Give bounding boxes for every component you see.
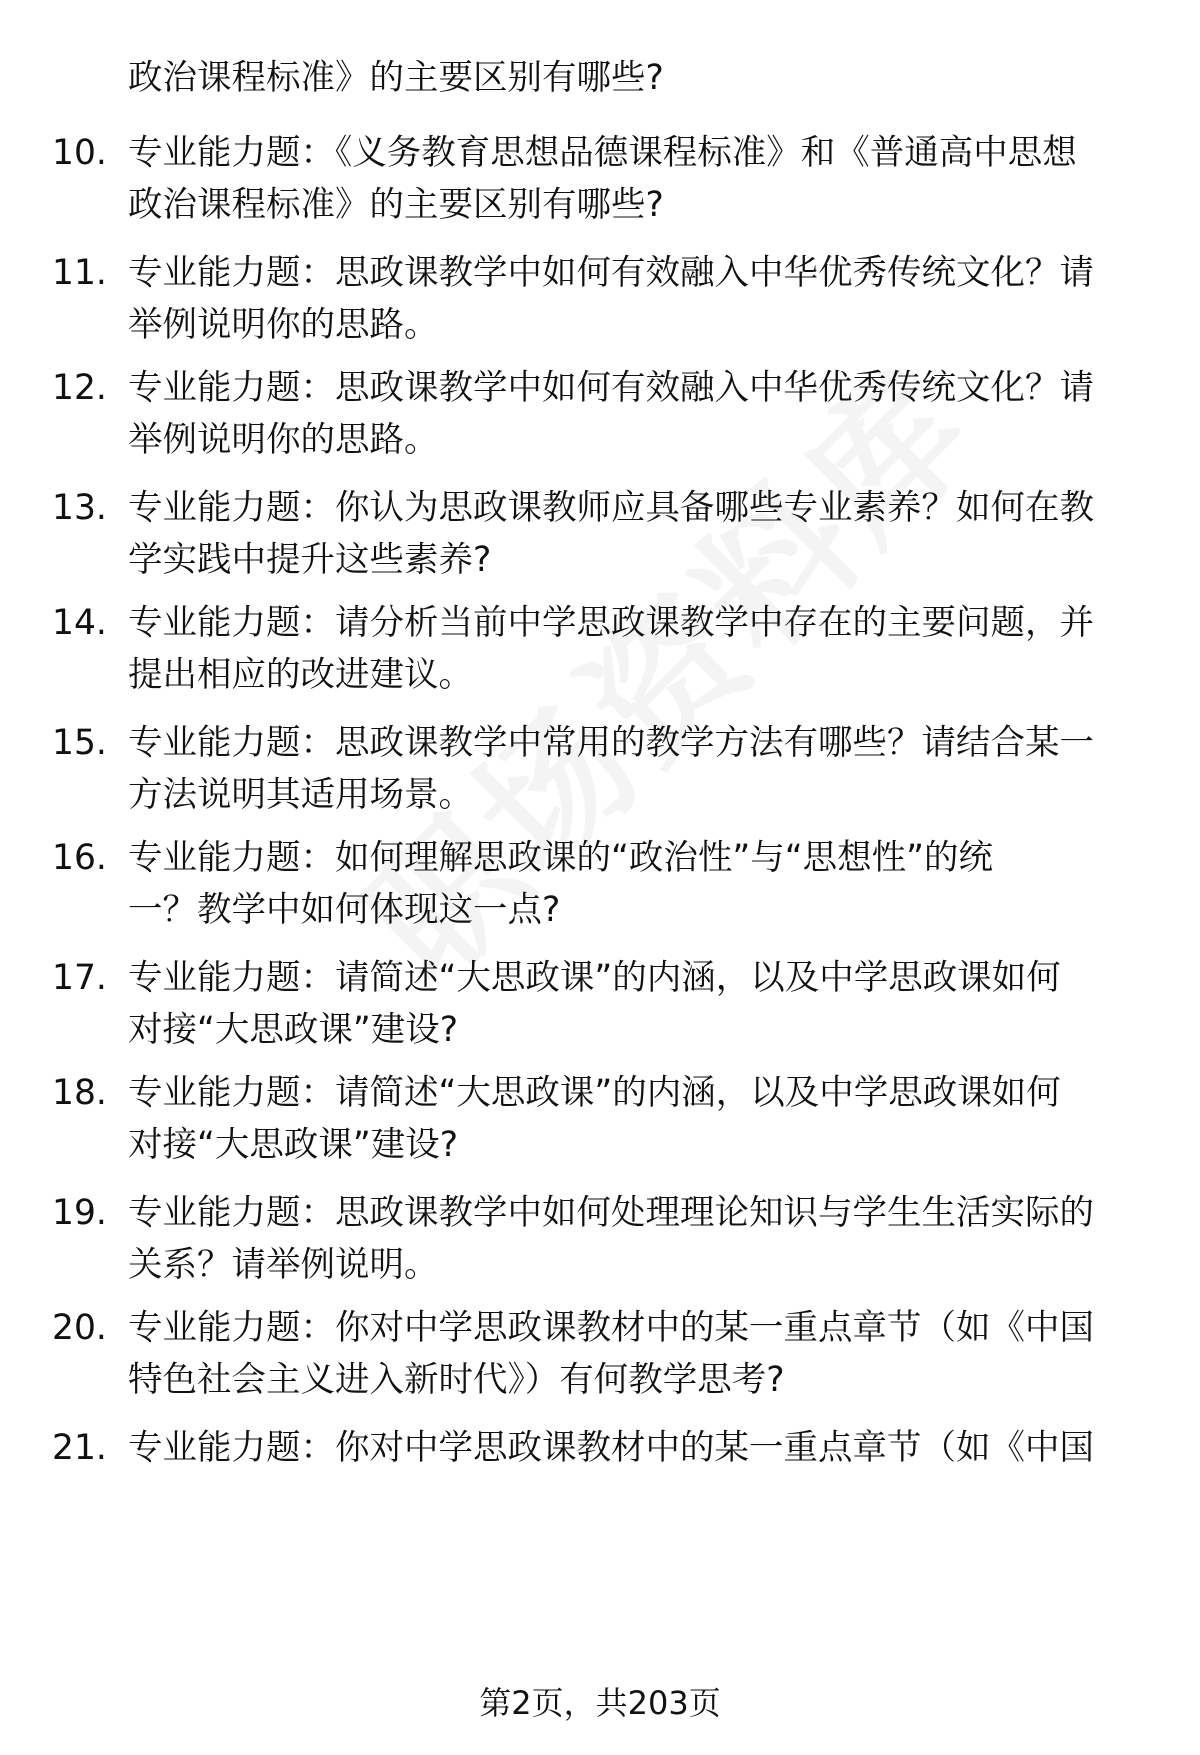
item-line: 一？教学中如何体现这一点? (128, 890, 561, 930)
item-line: 提出相应的改进建议。 (128, 655, 473, 695)
item-number: 14. (52, 603, 107, 643)
item-line: 专业能力题：你对中学思政课教材中的某一重点章节（如《中国 (128, 1428, 1094, 1468)
item-line: 专业能力题：《义务教育思想品德课程标准》和《普通高中思想 (128, 133, 1077, 173)
item-number: 13. (52, 488, 107, 528)
item-line: 专业能力题：思政课教学中常用的教学方法有哪些？请结合某一 (128, 723, 1094, 763)
item-line: 专业能力题：思政课教学中如何处理理论知识与学生生活实际的 (128, 1193, 1094, 1233)
item-number: 21. (52, 1428, 107, 1468)
item-line: 政治课程标准》的主要区别有哪些? (128, 58, 664, 98)
item-line: 举例说明你的思路。 (128, 305, 439, 345)
item-line: 专业能力题：请简述“大思政课”的内涵，以及中学思政课如何 (128, 958, 1061, 998)
item-line: 专业能力题：请分析当前中学思政课教学中存在的主要问题，并 (128, 603, 1094, 643)
item-number: 10. (52, 133, 107, 173)
item-line: 专业能力题：你对中学思政课教材中的某一重点章节（如《中国 (128, 1308, 1094, 1348)
item-line: 学实践中提升这些素养? (128, 540, 492, 580)
item-line: 关系？请举例说明。 (128, 1245, 439, 1285)
item-number: 16. (52, 838, 107, 878)
item-line: 举例说明你的思路。 (128, 420, 439, 460)
page-footer: 第2页，共203页 (479, 1684, 721, 1722)
item-number: 11. (52, 253, 107, 293)
item-line: 专业能力题：你认为思政课教师应具备哪些专业素养？如何在教 (128, 488, 1094, 528)
item-line: 对接“大思政课”建设? (128, 1010, 459, 1050)
item-number: 20. (52, 1308, 107, 1348)
item-line: 专业能力题：思政课教学中如何有效融入中华优秀传统文化？请 (128, 253, 1094, 293)
item-line: 特色社会主义进入新时代》）有何教学思考? (128, 1360, 785, 1400)
item-line: 政治课程标准》的主要区别有哪些? (128, 185, 664, 225)
item-line: 对接“大思政课”建设? (128, 1125, 459, 1165)
item-number: 19. (52, 1193, 107, 1233)
item-number: 18. (52, 1073, 107, 1113)
item-line: 专业能力题：请简述“大思政课”的内涵，以及中学思政课如何 (128, 1073, 1061, 1113)
item-line: 专业能力题：如何理解思政课的“政治性”与“思想性”的统 (128, 838, 993, 878)
item-line: 方法说明其适用场景。 (128, 775, 473, 815)
item-number: 12. (52, 368, 107, 408)
item-number: 17. (52, 958, 107, 998)
item-number: 15. (52, 723, 107, 763)
item-line: 专业能力题：思政课教学中如何有效融入中华优秀传统文化？请 (128, 368, 1094, 408)
